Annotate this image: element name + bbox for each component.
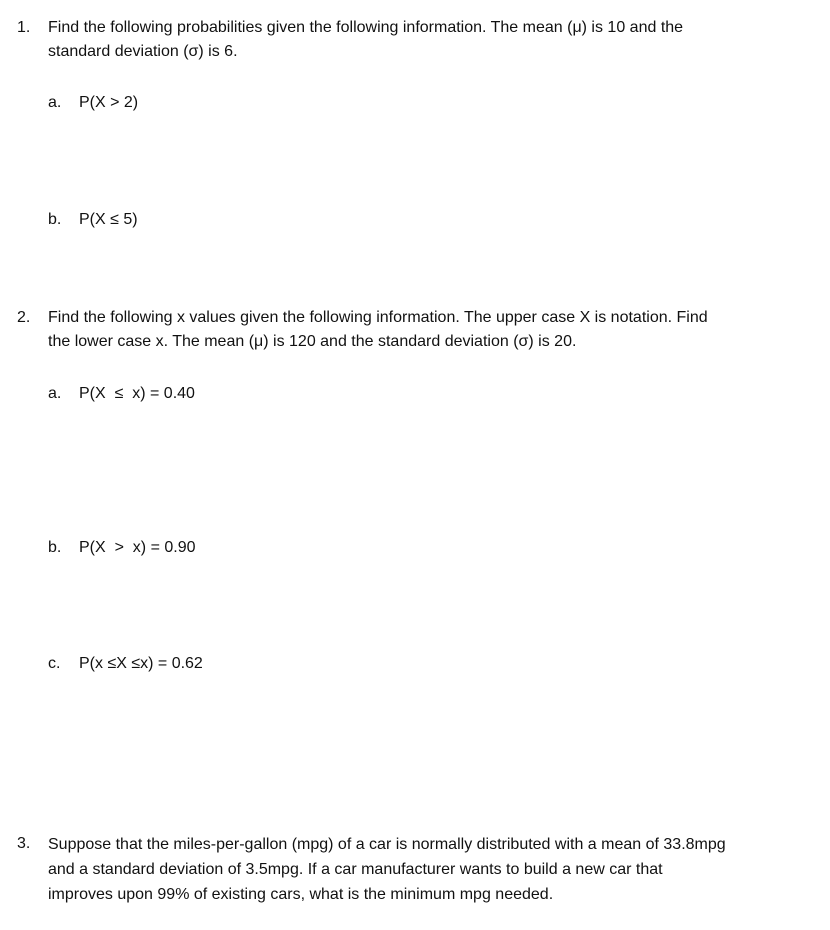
question-line: Suppose that the miles-per-gallon (mpg) of a car is normally distributed with a mean of 33.8mpg bbox=[48, 836, 726, 853]
question-line: Find the following x values given the following information. The upper case X is notation. Find bbox=[48, 309, 708, 326]
part-expression: P(X ≤ x) = 0.40 bbox=[79, 385, 195, 402]
part-label: a. bbox=[48, 385, 62, 402]
part-label: b. bbox=[48, 211, 62, 228]
part-expression: P(X > x) = 0.90 bbox=[79, 539, 196, 556]
question-line: improves upon 99% of existing cars, what is the minimum mpg needed. bbox=[48, 886, 554, 903]
question-number: 2. bbox=[17, 309, 31, 326]
part-label: c. bbox=[48, 655, 61, 672]
question-text bbox=[48, 832, 808, 907]
question-text bbox=[48, 16, 808, 64]
question-line: and a standard deviation of 3.5mpg. If a car manufacturer wants to build a new car that bbox=[48, 861, 663, 878]
question-line: Find the following probabilities given the following information. The mean (μ) is 10 and the bbox=[48, 19, 684, 36]
question-number: 3. bbox=[17, 835, 31, 852]
part-label: b. bbox=[48, 539, 62, 556]
part-label: a. bbox=[48, 94, 62, 111]
part-expression: P(X > 2) bbox=[79, 94, 139, 111]
question-number: 1. bbox=[17, 19, 31, 36]
question-text bbox=[48, 306, 808, 354]
part-expression: P(x ≤X ≤x) = 0.62 bbox=[79, 655, 203, 672]
part-expression: P(X ≤ 5) bbox=[79, 211, 138, 228]
question-line: standard deviation (σ) is 6. bbox=[48, 43, 238, 60]
question-line: the lower case x. The mean (μ) is 120 and the standard deviation (σ) is 20. bbox=[48, 333, 577, 350]
